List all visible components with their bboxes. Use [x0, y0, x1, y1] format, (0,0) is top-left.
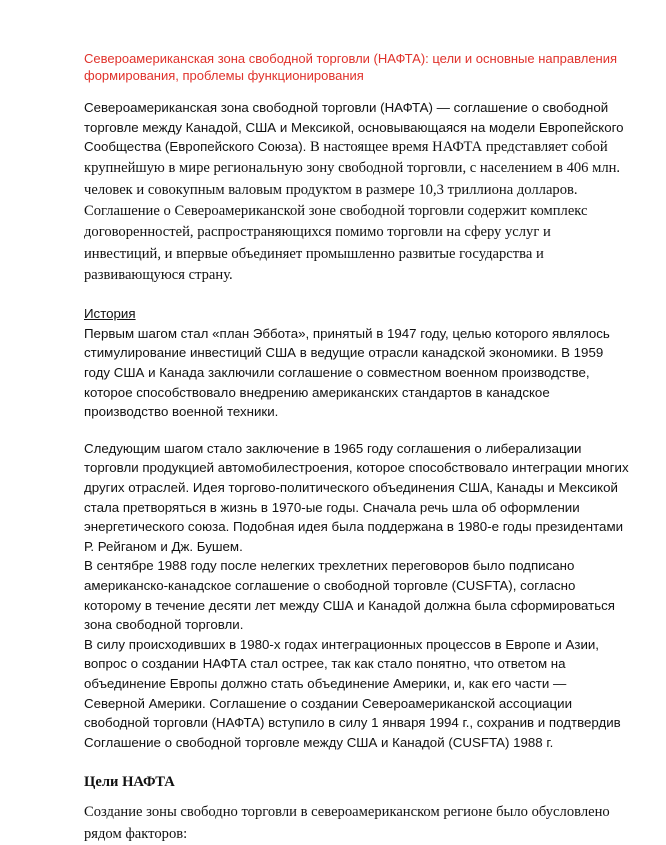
document-body	[84, 50, 630, 845]
intro-sans-text: Североамериканская зона свободной торговли (НАФТА) — соглашение о свободной торговле между Канадой, США и Мексикой, основывающаяся на модели Европейского Сообщества (Европейского Союза).	[84, 100, 624, 155]
history-paragraph-2: Следующим шагом стало заключение в 1965 году соглашения о либерализации торговли продукцией автомобилестроения, которое способствовало интеграции многих других отраслей. Идея торгово-политического объединения США, Канады и Мексикой стала претворяться в жизнь в 1970-ые годы. Сначала речь шла об оформлении энергетического союза. Подобная идея была поддержана в 1980-е годы президентами Р. Рейганом и Дж. Бушем.	[84, 440, 629, 554]
intro-paragraph	[84, 98, 630, 286]
goals-paragraph-1: Создание зоны свободно торговли в североамериканском регионе было обусловлено рядом факторов:	[84, 804, 610, 842]
history-paragraph-3: В сентябре 1988 году после нелегких трехлетних переговоров было подписано американско-канадское соглашение о свободной торговле (CUSFTA), согласно которому в течение десяти лет между США и Канадой должна была сформироваться зона свободной торговли.	[84, 558, 615, 633]
history-paragraph-1: Первым шагом стал «план Эббота», принятый в 1947 году, целью которого являлось стимулирование инвестиций США в ведущие отрасли канадской экономики. В 1959 году США и Канада заключили соглашение о совместном военном производстве, которое способствовало внедрению американских стандартов в канадское производство военной техники.	[84, 325, 610, 420]
document-title: Североамериканская зона свободной торговли (НАФТА): цели и основные направления формирования, проблемы функционирования	[84, 51, 618, 83]
history-heading: История	[84, 306, 136, 322]
intro-serif-text: В настоящее время НАФТА представляет собой крупнейшую в мире региональную зону свободной торговли, с населением в 406 млн. человек и совокупным валовым продуктом в размере 10,3 триллиона долларов. Соглашение о Североамериканской зоне свободной торговли содержит комплекс договоренностей, распространяющихся помимо торговли на сферу услуг и инвестиций, и впервые объединяет промышленно развитые государства и развивающуюся страну.	[84, 139, 621, 283]
paragraph-gap	[84, 422, 630, 439]
goals-heading: Цели НАФТА	[84, 774, 175, 791]
history-paragraph-4: В силу происходивших в 1980-х годах интеграционных процессов в Европе и Азии, вопрос о создании НАФТА стал острее, так как стало понятно, что ответом на объединение Европы должно стать объединение Америки, и, как его части — Северной Америки. Соглашение о создании Североамериканской ассоциации свободной торговли (НАФТА) вступило в силу 1 января 1994 г., сохранив и подтвердив Соглашение о свободной торговле между США и Канадой (CUSFTA) 1988 г.	[84, 636, 621, 750]
